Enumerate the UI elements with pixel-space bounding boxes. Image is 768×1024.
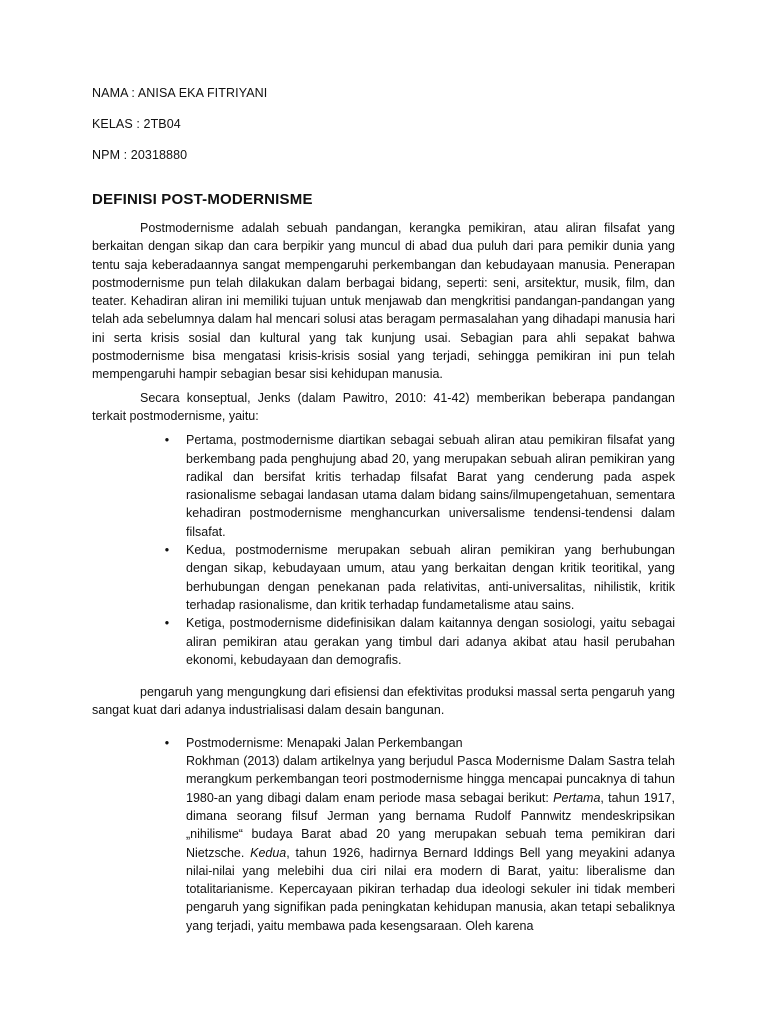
paragraph-jenks-intro: Secara konseptual, Jenks (dalam Pawitro, 2010: 41-42) memberikan beberapa pandangan terkait postmodernisme, yaitu: <box>92 390 675 423</box>
list-item <box>164 541 675 614</box>
sub-section-body <box>186 752 675 935</box>
list-item <box>164 431 675 541</box>
paragraph-definition: Postmodernisme adalah sebuah pandangan, kerangka pemikiran, atau aliran filsafat yang berkaitan dengan sikap dan cara berpikir yang muncul di abad dua puluh dari para pemikir dunia yang tentu saja keberadaannya sangat mempengaruhi perkembangan dan kebudayaan manusia. Penerapan postmodernisme pun telah dilakukan dalam berbagai bidang, seperti: seni, arsitektur, musik, film, dan teater. Kehadiran aliran ini memiliki tujuan untuk menjawab dan mengkritisi pandangan-pandangan yang telah ada sebelumnya dalam hal mencari solusi atas beragam permasalahan yang dihadapi manusia hari ini serta krisis sosial dan kultural yang tak kunjung usai. Sebagian para ahli sepakat bahwa postmodernisme bisa mengatasi krisis-krisis sosial yang terjadi, sehingga pemikiran ini pun telah mempengaruhi hampir sebagian besar sisi kehidupan manusia. <box>92 221 675 382</box>
body-text: , tahun 1917, dimana seorang filsuf Jerman yang bernama Rudolf Pannwitz mendeskripsikan „nihilisme“ budaya Barat abad 20 yang merupakan sebuah tema pemikiran dari Nietzsche. <box>186 790 675 860</box>
body-text: Rokhman (2013) dalam artikelnya yang berjudul Pasca Modernisme Dalam Sastra telah merangkum perkembangan teori postmodernisme hingga mencapai puncaknya di tahun 1980-an yang dibagi dalam enam periode masa sebagai berikut: <box>186 754 675 805</box>
student-class: KELAS : 2TB04 <box>92 117 181 131</box>
list-item-text: Ketiga, postmodernisme didefinisikan dalam kaitannya dengan sosiologi, yaitu sebagai aliran pemikiran atau gerakan yang timbul dari adanya akibat atau hasil perubahan ekonomi, kebudayaan dan demografis. <box>186 616 675 667</box>
section-heading: DEFINISI POST-MODERNISME <box>92 191 313 208</box>
paragraph-industrialization: pengaruh yang mengungkung dari efisiensi dan efektivitas produksi massal serta pengaruh yang sangat kuat dari adanya industrialisasi dalam desain bangunan. <box>92 685 675 718</box>
body-text: , tahun 1926, hadirnya Bernard Iddings Bell yang meyakini adanya nilai-nilai yang melebihi dua ciri nilai era modern di Barat, yaitu: liberalisme dan totalitarianisme. Kepercayaan pikiran terhadap dua ideologi sekuler ini tidak memberi pengaruh yang signifikan pada peningkatan kehidupan manusia, akan tetapi sebaliknya yang terjadi, yaitu membawa pada kesengsaraan. Oleh karena <box>186 845 675 933</box>
sub-section-development <box>92 734 675 935</box>
bullet-icon: • <box>164 735 170 750</box>
sub-section-title: Postmodernisme: Menapaki Jalan Perkembangan <box>186 735 463 750</box>
list-item-text: Pertama, postmodernisme diartikan sebagai sebuah aliran atau pemikiran filsafat yang berkembang pada penghujung abad 20, yang merupakan sebuah aliran pemikiran yang radikal dan bersifat kritis terhadap filsafat Barat yang cenderung pada aspek rasionalisme sebagai landasan utama dalam bidang sains/ilmupengetahuan, sementara kehadiran postmodernisme menghancurkan universalisme tendensi-tendensi dalam filsafat. <box>186 433 675 539</box>
jenks-bullet-list <box>92 431 675 669</box>
bullet-icon: • <box>164 616 170 631</box>
body-emphasis: Pertama <box>553 790 601 805</box>
student-name: NAMA : ANISA EKA FITRIYANI <box>92 86 268 100</box>
list-item <box>164 614 675 669</box>
body-emphasis: Kedua <box>250 845 287 860</box>
bullet-icon: • <box>164 433 170 448</box>
bullet-icon: • <box>164 543 170 558</box>
list-item-text: Kedua, postmodernisme merupakan sebuah aliran pemikiran yang berhubungan dengan sikap, kebudayaan umum, atau yang berkaitan dengan kritik teoritikal, yang berhubungan dengan penekanan pada relativitas, anti-universalitas, nihilistik, kritik terhadap rasionalisme, dan kritik terhadap fundametalisme atau sains. <box>186 543 675 612</box>
student-npm: NPM : 20318880 <box>92 148 188 162</box>
